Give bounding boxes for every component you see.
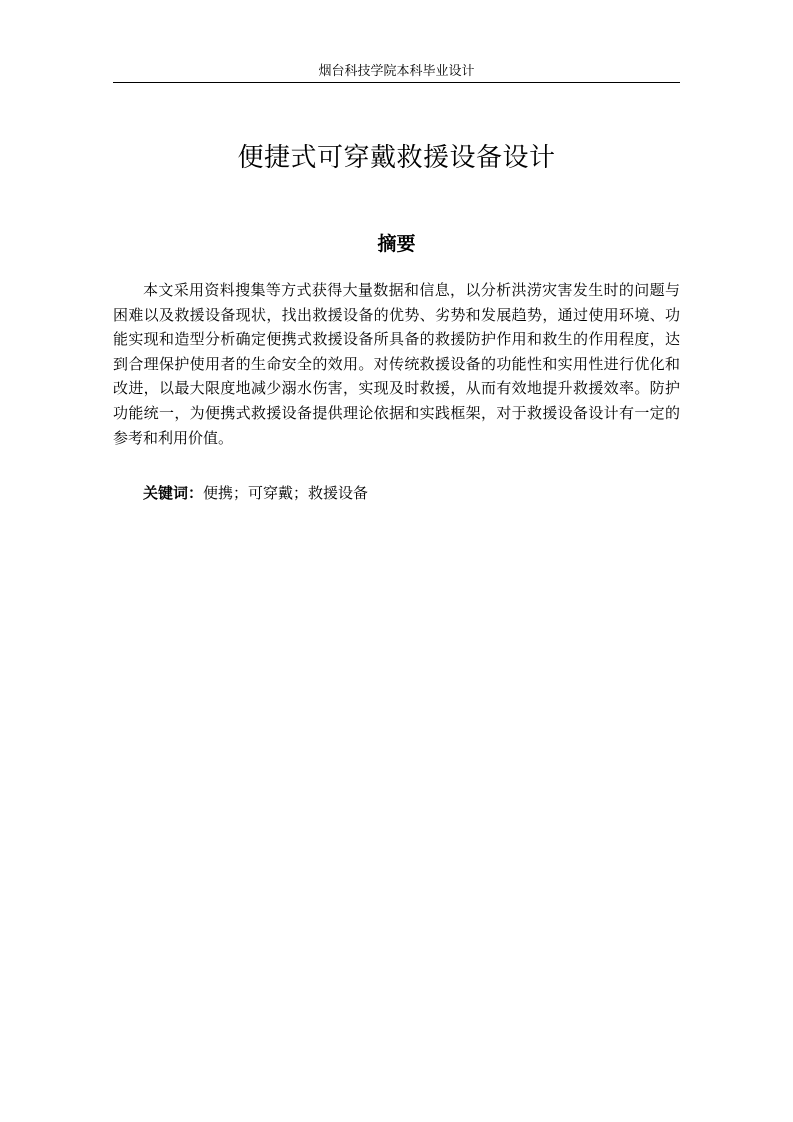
keywords-line bbox=[143, 481, 680, 505]
abstract-heading: 摘要 bbox=[377, 233, 416, 255]
keywords-label: 关键词： bbox=[143, 484, 204, 502]
document-title: 便捷式可穿戴救援设备设计 bbox=[237, 143, 556, 173]
keywords-value: 便携；可穿戴；救援设备 bbox=[203, 484, 369, 502]
running-header: 烟台科技学院本科毕业设计 bbox=[113, 62, 680, 83]
abstract-body: 本文采用资料搜集等方式获得大量数据和信息，以分析洪涝灾害发生时的问题与困难以及救援设备现状，找出救援设备的优势、劣势和发展趋势，通过使用环境、功能实现和造型分析确定便携式救援设备所具备的救援防护作用和救生的作用程度，达到合理保护使用者的生命安全的效用。对传统救援设备的功能性和实用性进行优化和改进，以最大限度地减少溺水伤害，实现及时救援，从而有效地提升救援效率。防护功能统一，为便携式救援设备提供理论依据和实践框架，对于救援设备设计有一定的参考和利用价值。 bbox=[113, 281, 680, 447]
